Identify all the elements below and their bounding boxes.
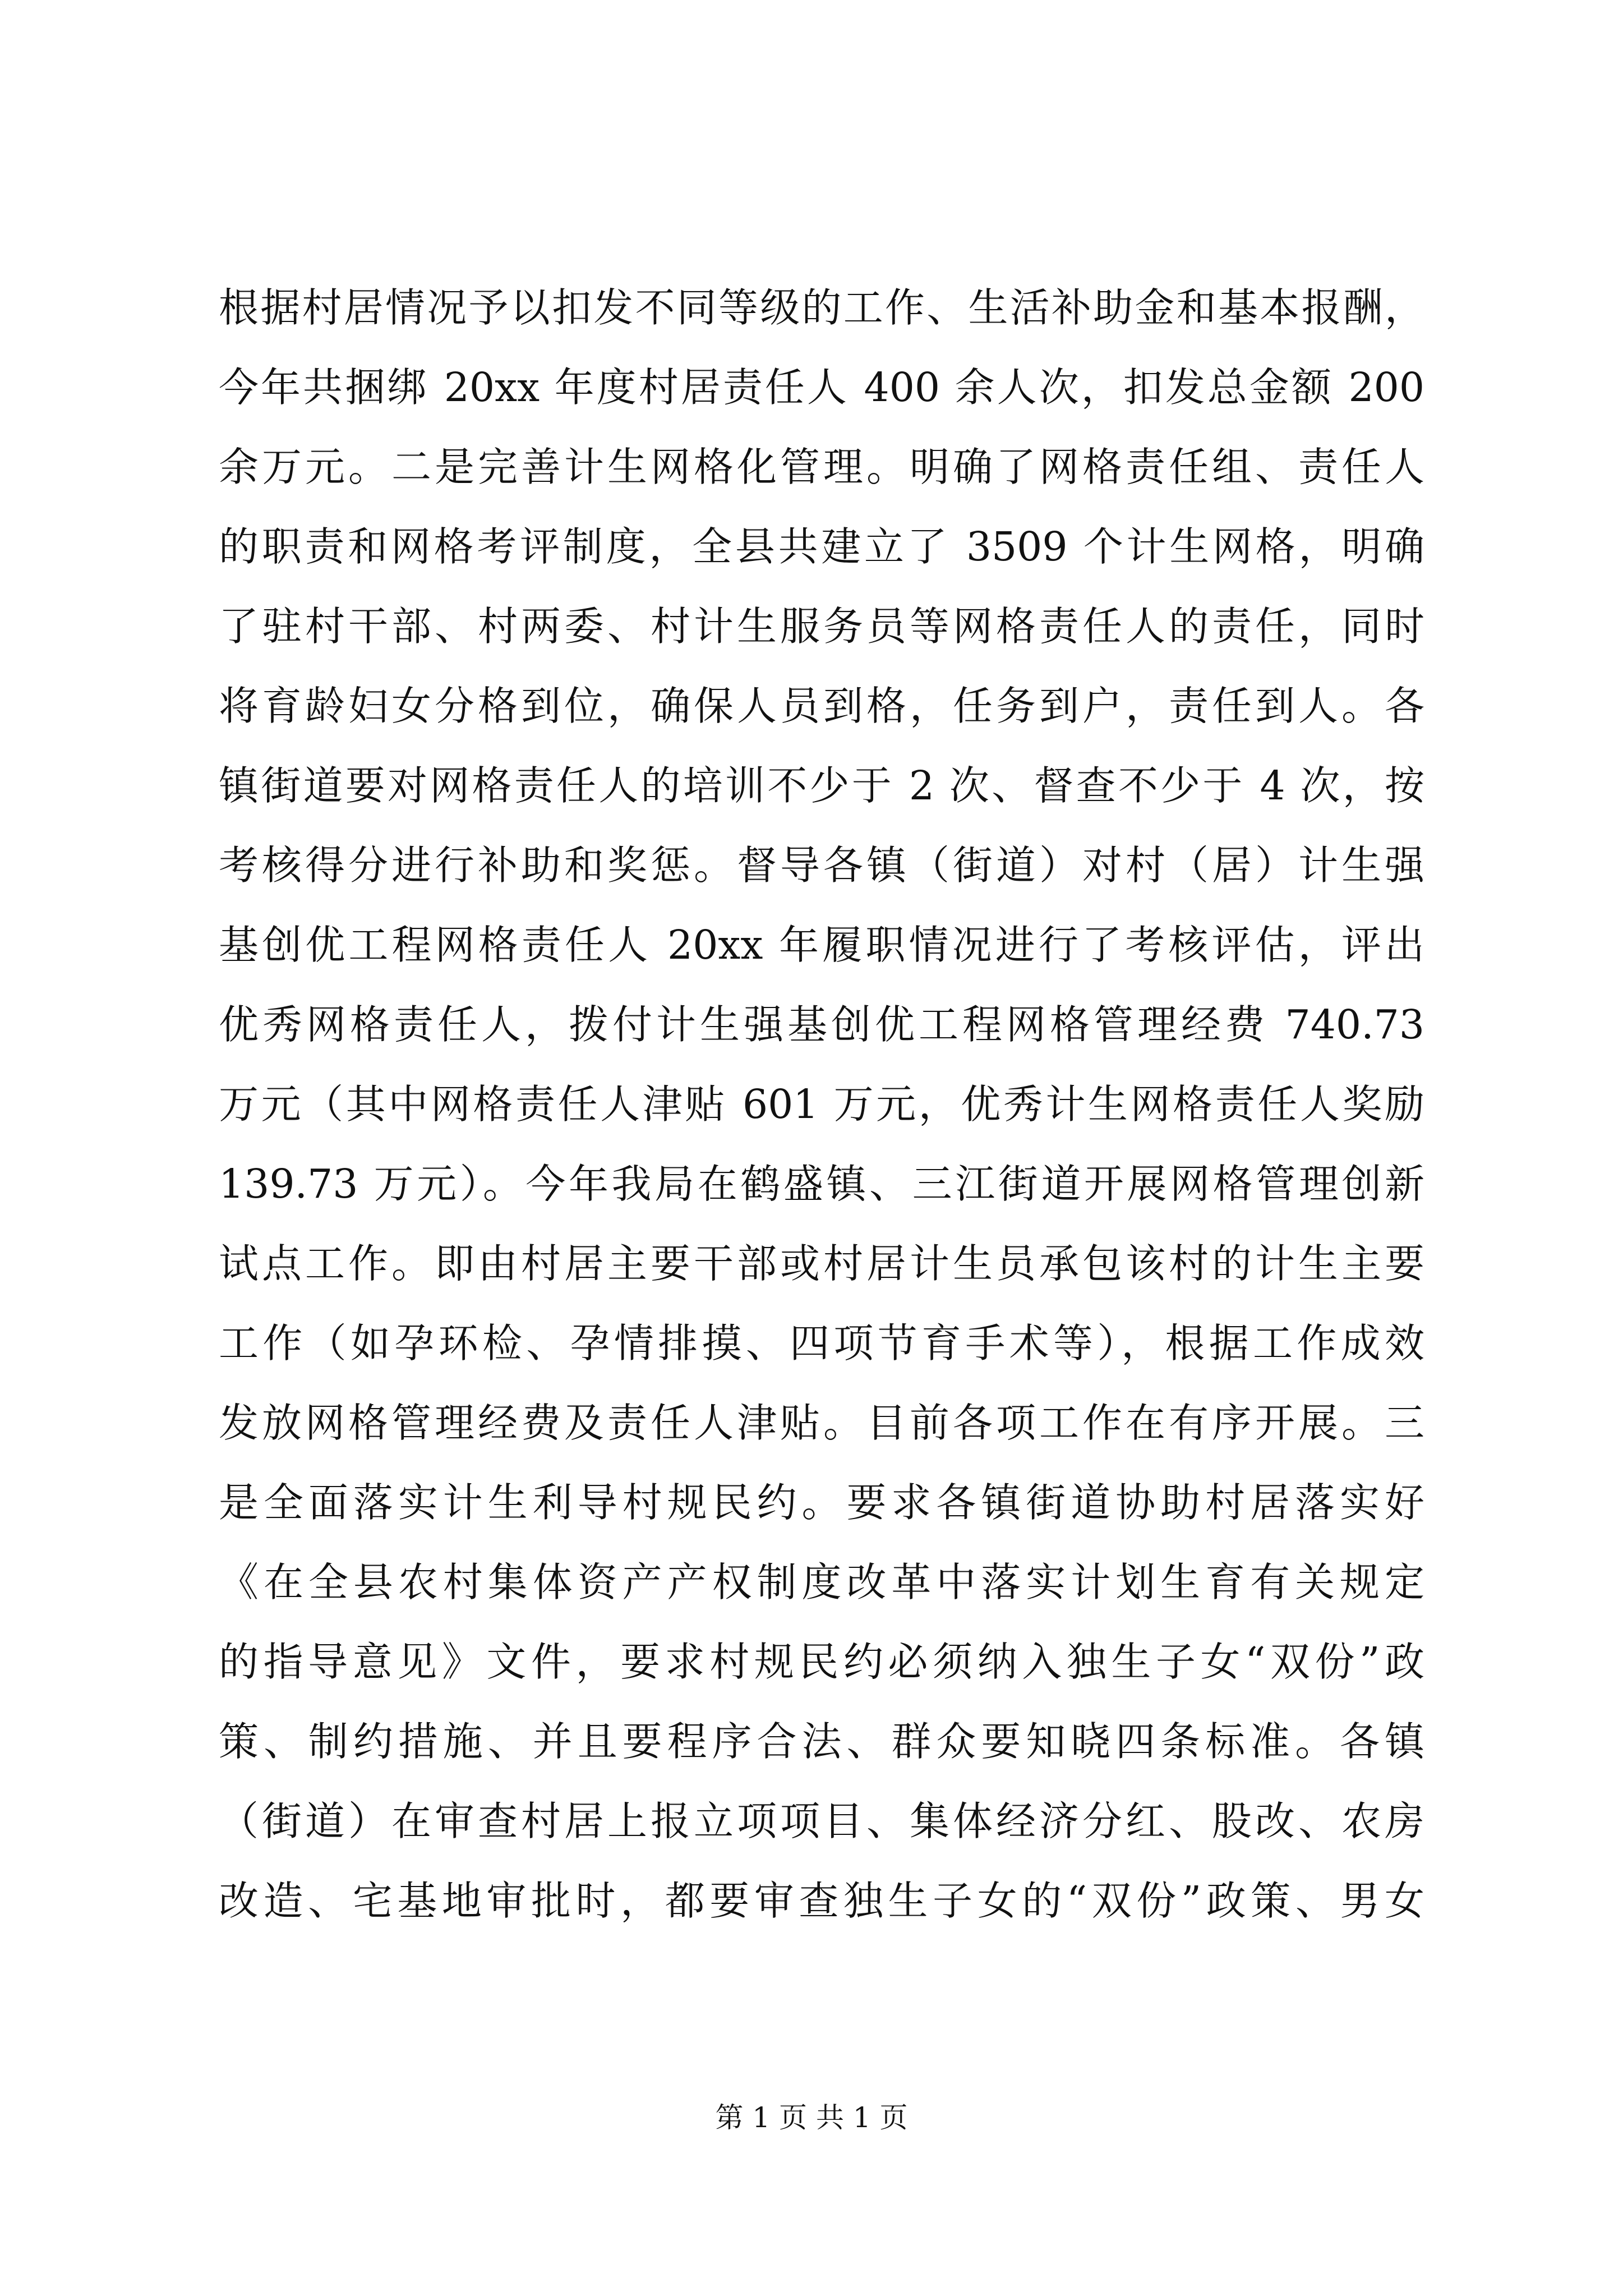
text-line: 将育龄妇女分格到位，确保人员到格，任务到户，责任到人。各 [219,683,1424,729]
text-line: 发放网格管理经费及责任人津贴。目前各项工作在有序开展。三 [219,1400,1424,1446]
text-line: 试点工作。即由村居主要干部或村居计生员承包该村的计生主要 [219,1240,1424,1287]
text-line: 优秀网格责任人，拨付计生强基创优工程网格管理经费 740.73 [219,1001,1424,1048]
text-line: 镇街道要对网格责任人的培训不少于 2 次、督查不少于 4 次，按 [219,762,1424,809]
text-line: 万元（其中网格责任人津贴 601 万元，优秀计生网格责任人奖励 [219,1081,1424,1128]
text-line: 基创优工程网格责任人 20xx 年履职情况进行了考核评估，评出 [219,922,1424,968]
body-text [219,268,1424,1941]
text-line: 今年共捆绑 20xx 年度村居责任人 400 余人次，扣发总金额 200 [219,364,1424,411]
text-line: 139.73 万元）。今年我局在鹤盛镇、三江街道开展网格管理创新 [219,1161,1424,1207]
text-line: 改造、宅基地审批时，都要审查独生子女的“双份”政策、男女 [219,1878,1424,1924]
text-line: 了驻村干部、村两委、村计生服务员等网格责任人的责任，同时 [219,603,1424,650]
text-line: （街道）在审查村居上报立项项目、集体经济分红、股改、农房 [219,1798,1424,1844]
text-line: 的指导意见》文件，要求村规民约必须纳入独生子女“双份”政 [219,1639,1424,1685]
text-line: 余万元。二是完善计生网格化管理。明确了网格责任组、责任人 [219,444,1424,490]
page-footer [0,2101,1623,2134]
text-line: 策、制约措施、并且要程序合法、群众要知晓四条标准。各镇 [219,1718,1424,1765]
page-number-label: 第 1 页 共 1 页 [715,2101,908,2134]
text-line: 是全面落实计生利导村规民约。要求各镇街道协助村居落实好 [219,1479,1424,1526]
text-line: 考核得分进行补助和奖惩。督导各镇（街道）对村（居）计生强 [219,842,1424,889]
text-line: 《在全县农村集体资产产权制度改革中落实计划生育有关规定 [219,1559,1424,1605]
text-line: 的职责和网格考评制度，全县共建立了 3509 个计生网格，明确 [219,523,1424,570]
text-line: 工作（如孕环检、孕情排摸、四项节育手术等），根据工作成效 [219,1320,1424,1366]
text-line: 根据村居情况予以扣发不同等级的工作、生活补助金和基本报酬， [219,284,1424,331]
